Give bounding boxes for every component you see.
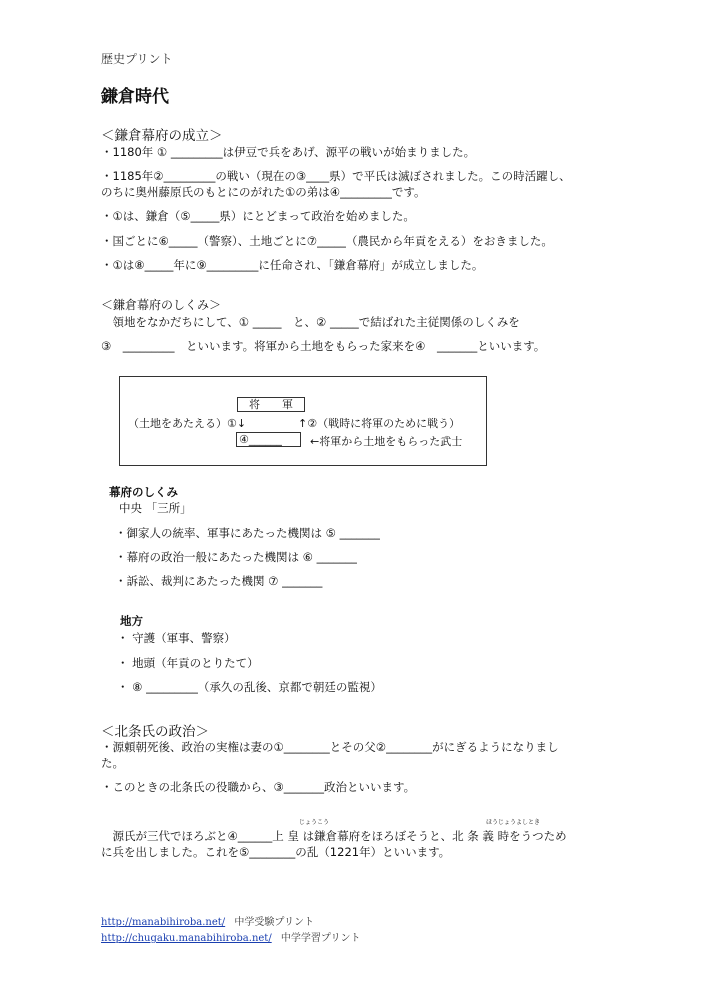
page-header: 歴史プリント (101, 52, 173, 66)
question-line: ・訴訟、裁判にあたった機関 ⑦ _______ (115, 574, 323, 588)
question-line: ・幕府の政治一般にあたった機関は ⑥ _______ (115, 550, 357, 564)
grant-land-label: （土地をあたえる）①↓ (128, 417, 247, 430)
section-heading-establishment: ＜鎌倉幕府の成立＞ (101, 128, 223, 144)
question-line: ・源頼朝死後、政治の実権は妻の①________とその父②________がにぎるようになりまし (101, 740, 559, 754)
question-line: ・①は、鎌倉（⑤_____県）にとどまって政治を始めました。 (101, 209, 415, 223)
local-heading: 地方 (120, 614, 143, 628)
vassal-box: ④______ (236, 432, 301, 447)
central-label: 中央 「三所」 (119, 501, 192, 515)
local-item: ・ 地頭（年貢のとりたて） (117, 656, 259, 670)
chugaku-link[interactable]: http://chugaku.manabihiroba.net/ (101, 933, 272, 944)
question-line: ・①は⑧_____年に⑨_________に任命され、「鎌倉幕府」が成立しました。 (101, 258, 484, 272)
page-title: 鎌倉時代 (101, 87, 169, 107)
section-heading-structure: ＜鎌倉幕府のしくみ＞ (101, 298, 222, 312)
question-line: ・御家人の統率、軍事にあたった機関は ⑤ _______ (115, 526, 380, 540)
question-line: 領地をなかだちにして、① _____ と、② _____で結ばれた主従関係のしくみを (101, 315, 520, 329)
local-item: ・ ⑧ _________（承久の乱後、京都で朝廷の監視） (117, 680, 382, 694)
footer-line-2 (101, 929, 360, 944)
local-item: ・ 守護（軍事、警察） (117, 631, 236, 645)
question-line: ・国ごとに⑥_____（警察）、土地ごとに⑦_____（農民から年貢をえる）をおきました。 (101, 234, 553, 248)
question-line: た。 (101, 756, 124, 770)
question-line: のちに奥州藤原氏のもとにのがれた①の弟は④_________です。 (101, 185, 426, 199)
footer-text: 中学学習プリント (280, 933, 361, 944)
footer-text: 中学受験プリント (234, 917, 314, 928)
question-line: ・1185年②_________の戦い（現在の③____県）で平氏は滅ぼされました。この時活躍し、 (101, 169, 571, 183)
bakufu-structure-heading: 幕府のしくみ (109, 485, 178, 499)
footer-line-1 (101, 913, 314, 928)
question-line: 源氏が三代でほろぶと④______上 皇 は鎌倉幕府をほろぼそうと、北 条 義 時をうつため (101, 829, 567, 843)
ruby-jokou: じょうこう (299, 819, 330, 826)
question-line: ・このときの北条氏の役職から、③_______政治といいます。 (101, 780, 416, 794)
ruby-hojo-yoshitoki: ほうじょうよしとき (486, 819, 541, 826)
shogun-box: 将 軍 (237, 397, 305, 412)
manabihiroba-link[interactable]: http://manabihiroba.net/ (101, 917, 226, 928)
vassal-note: ←将軍から土地をもらった武士 (310, 435, 463, 448)
serve-in-war-label: ↑②（戦時に将軍のために戦う） (298, 417, 461, 430)
section-heading-hojo: ＜北条氏の政治＞ (101, 724, 209, 740)
question-line: ③ _________ といいます。将軍から土地をもらった家来を④ _______といいます。 (101, 339, 546, 353)
question-line: に兵を出しました。これを⑤________の乱（1221年）といいます。 (101, 845, 451, 859)
question-line: ・1180年 ① _________は伊豆で兵をあげ、源平の戦いが始まりました。 (101, 145, 476, 159)
